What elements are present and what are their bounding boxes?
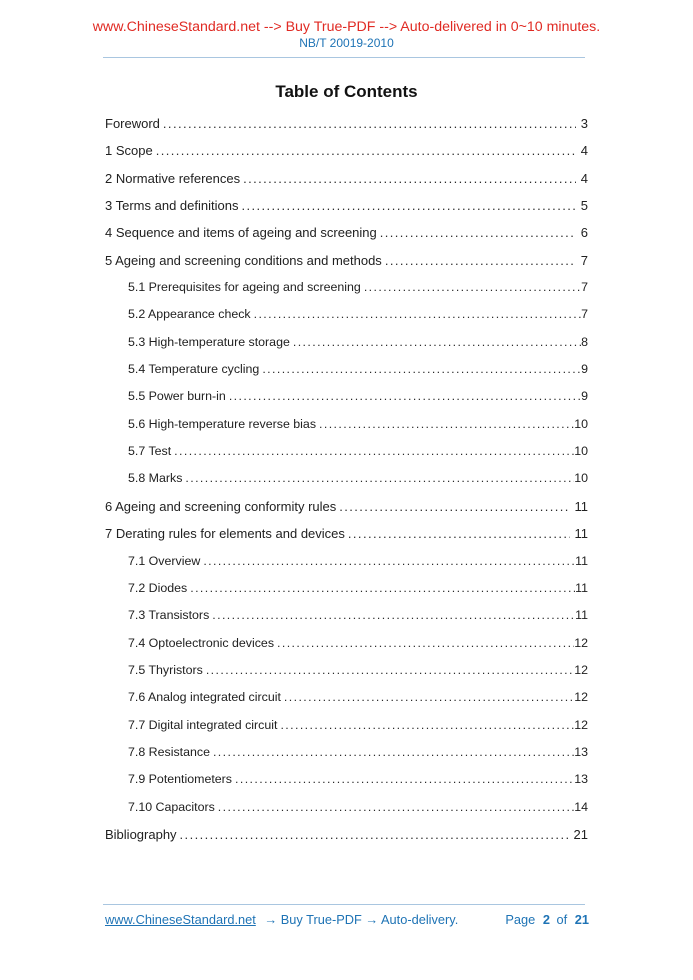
toc-entry-page-number: 12 xyxy=(574,662,588,677)
toc-entry-label: 6 Ageing and screening conformity rules xyxy=(105,498,337,514)
toc-dot-leader xyxy=(259,356,581,383)
toc-dot-leader xyxy=(226,383,581,410)
promo-banner: www.ChineseStandard.net --> Buy True-PDF --> Auto-delivered in 0~10 minutes. xyxy=(92,19,601,35)
toc-dot-leader xyxy=(182,465,574,492)
toc-entry xyxy=(105,548,588,575)
footer xyxy=(105,910,589,930)
total-pages-number: 21 xyxy=(574,912,589,927)
toc-entry-label: 1 Scope xyxy=(105,143,153,159)
toc-entry-label: 5.4 Temperature cycling xyxy=(128,362,260,377)
toc-dot-leader xyxy=(361,274,581,301)
of-word: of xyxy=(556,912,568,927)
toc-entry xyxy=(105,766,588,793)
toc-dot-leader xyxy=(316,411,574,438)
toc-dot-leader xyxy=(240,165,576,192)
footer-website-link[interactable]: www.ChineseStandard.net xyxy=(105,912,256,927)
toc-entry-label: 7.5 Thyristors xyxy=(128,662,203,677)
toc-entry-label: 7.8 Resistance xyxy=(128,744,210,759)
toc-entry-label: 7 Derating rules for elements and devices xyxy=(105,526,345,542)
toc-entry-label: 7.1 Overview xyxy=(128,553,201,568)
table-of-contents xyxy=(105,110,588,848)
toc-dot-leader xyxy=(177,821,569,848)
page-word: Page xyxy=(505,912,536,927)
toc-dot-leader xyxy=(281,684,574,711)
toc-entry-page-number: 9 xyxy=(581,362,588,377)
toc-entry-label: 5.2 Appearance check xyxy=(128,307,251,322)
toc-entry-page-number: 5 xyxy=(580,198,588,214)
toc-entry xyxy=(105,575,588,602)
toc-entry xyxy=(105,411,588,438)
toc-dot-leader xyxy=(171,438,574,465)
toc-dot-leader xyxy=(251,301,581,328)
toc-entry-page-number: 12 xyxy=(574,635,588,650)
toc-entry xyxy=(105,329,588,356)
toc-dot-leader xyxy=(336,493,569,520)
toc-entry-page-number: 11 xyxy=(575,580,588,595)
toc-entry xyxy=(105,684,588,711)
toc-entry xyxy=(105,301,588,328)
toc-entry xyxy=(105,137,588,164)
toc-entry-page-number: 3 xyxy=(580,116,588,131)
toc-entry-page-number: 7 xyxy=(581,280,588,295)
toc-entry-page-number: 7 xyxy=(580,252,588,268)
toc-entry-label: 5.7 Test xyxy=(128,444,172,459)
toc-dot-leader xyxy=(210,739,574,766)
toc-dot-leader xyxy=(160,110,576,137)
toc-dot-leader xyxy=(153,137,576,164)
toc-entry-page-number: 21 xyxy=(573,826,588,842)
page-title: Table of Contents xyxy=(275,82,418,101)
toc-entry-label: 4 Sequence and items of ageing and screening xyxy=(105,225,377,241)
toc-entry-page-number: 4 xyxy=(580,143,588,159)
toc-dot-leader xyxy=(203,657,574,684)
toc-entry-page-number: 11 xyxy=(574,498,588,514)
toc-entry-label: 5.6 High-temperature reverse bias xyxy=(128,416,317,431)
toc-entry xyxy=(105,438,588,465)
toc-entry-page-number: 14 xyxy=(574,799,588,814)
toc-entry-page-number: 10 xyxy=(574,444,588,459)
toc-entry-label: 5.5 Power burn-in xyxy=(128,389,226,404)
toc-entry-label: 5.3 High-temperature storage xyxy=(128,334,290,349)
toc-entry xyxy=(105,274,588,301)
toc-entry-label: 3 Terms and definitions xyxy=(105,198,239,214)
toc-dot-leader xyxy=(274,630,574,657)
toc-entry-label: 5 Ageing and screening conditions and methods xyxy=(105,252,382,268)
toc-entry xyxy=(105,356,588,383)
toc-dot-leader xyxy=(238,192,575,219)
toc-entry-page-number: 7 xyxy=(581,307,588,322)
footer-left xyxy=(105,910,458,930)
toc-entry xyxy=(105,630,588,657)
toc-dot-leader xyxy=(200,548,575,575)
toc-entry xyxy=(105,247,588,274)
toc-entry-page-number: 12 xyxy=(574,717,588,732)
toc-entry xyxy=(105,794,588,821)
toc-entry-page-number: 11 xyxy=(575,608,588,623)
toc-entry xyxy=(105,192,588,219)
toc-entry-page-number: 10 xyxy=(574,471,588,486)
toc-entry-label: 2 Normative references xyxy=(105,170,241,186)
toc-entry xyxy=(105,739,588,766)
toc-entry xyxy=(105,465,588,492)
toc-dot-leader xyxy=(382,247,576,274)
toc-dot-leader xyxy=(232,766,574,793)
toc-entry-label: Foreword xyxy=(105,116,160,131)
toc-entry-page-number: 9 xyxy=(581,389,588,404)
toc-entry-label: 7.4 Optoelectronic devices xyxy=(128,635,275,650)
toc-entry-label: Bibliography xyxy=(105,826,177,842)
toc-entry-label: 5.8 Marks xyxy=(128,471,183,486)
toc-entry-page-number: 13 xyxy=(574,744,588,759)
toc-dot-leader xyxy=(345,520,570,547)
current-page-number: 2 xyxy=(542,912,550,927)
toc-entry-page-number: 6 xyxy=(580,225,588,241)
toc-entry-page-number: 11 xyxy=(575,553,588,568)
toc-entry-label: 7.9 Potentiometers xyxy=(128,772,233,787)
toc-entry-page-number: 13 xyxy=(574,772,588,787)
toc-entry-page-number: 11 xyxy=(574,526,588,542)
toc-dot-leader xyxy=(215,794,574,821)
toc-entry xyxy=(105,657,588,684)
toc-entry-label: 7.6 Analog integrated circuit xyxy=(128,690,281,705)
toc-entry xyxy=(105,602,588,629)
toc-entry xyxy=(105,821,588,848)
toc-entry xyxy=(105,520,588,547)
toc-entry-label: 7.7 Digital integrated circuit xyxy=(128,717,278,732)
toc-entry-page-number: 8 xyxy=(581,334,588,349)
toc-entry-page-number: 4 xyxy=(580,170,588,186)
toc-entry-page-number: 12 xyxy=(574,690,588,705)
toc-dot-leader xyxy=(290,329,581,356)
header-divider xyxy=(103,57,585,58)
toc-dot-leader xyxy=(209,602,575,629)
toc-entry xyxy=(105,493,588,520)
toc-entry-page-number: 10 xyxy=(574,416,588,431)
standard-code: NB/T 20019-2010 xyxy=(299,36,394,50)
toc-entry xyxy=(105,110,588,137)
toc-dot-leader xyxy=(187,575,575,602)
toc-dot-leader xyxy=(377,219,576,246)
toc-entry xyxy=(105,165,588,192)
toc-entry-label: 5.1 Prerequisites for ageing and screening xyxy=(128,280,361,295)
toc-entry-label: 7.3 Transistors xyxy=(128,608,210,623)
toc-entry-label: 7.10 Capacitors xyxy=(128,799,215,814)
toc-entry xyxy=(105,383,588,410)
footer-tagline: → Buy True-PDF → Auto-delivery. xyxy=(264,912,459,927)
toc-entry-label: 7.2 Diodes xyxy=(128,580,188,595)
toc-entry xyxy=(105,219,588,246)
toc-entry xyxy=(105,712,588,739)
toc-dot-leader xyxy=(277,712,574,739)
page-indicator xyxy=(502,910,589,930)
footer-divider xyxy=(103,904,585,905)
